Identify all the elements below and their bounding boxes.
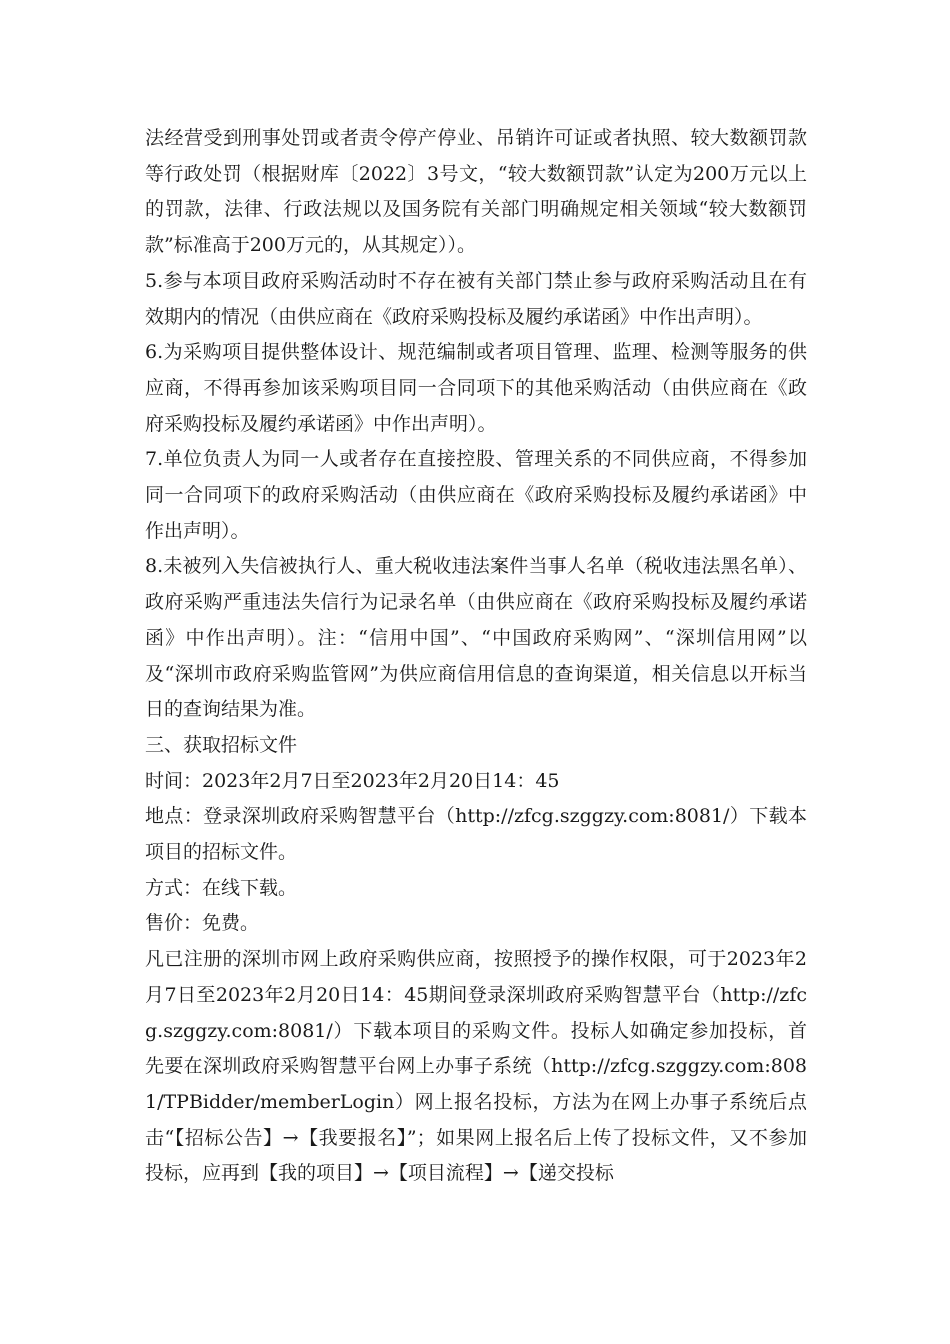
document-body [145,121,807,1192]
paragraph-registration-instructions: 凡已注册的深圳市网上政府采购供应商，按照授予的操作权限，可于2023年2月7日至2023年2月20日14：45期间登录深圳政府采购智慧平台（http://zfcg.szggzy.com:8081/）下载本项目的采购文件。投标人如确定参加投标，首先要在深圳政府采购智慧平台网上办事子系统（http://zfcg.szggzy.com:8081/TPBidder/memberLogin）网上报名投标，方法为在网上办事子系统后点击“【招标公告】→【我要报名】”；如果网上报名后上传了投标文件，又不参加投标，应再到【我的项目】→【项目流程】→【递交投标 [145,948,807,1185]
paragraph-location: 地点：登录深圳政府采购智慧平台（http://zfcg.szggzy.com:8081/）下载本项目的招标文件。 [145,805,807,864]
paragraph-price: 售价：免费。 [145,912,260,935]
paragraph-item-8: 8.未被列入失信被执行人、重大税收违法案件当事人名单（税收违法黑名单）、政府采购严重违法失信行为记录名单（由供应商在《政府采购投标及履约承诺函》中作出声明）。注：“信用中国”、“中国政府采购网”、“深圳信用网”以及“深圳市政府采购监管网”为供应商信用信息的查询渠道，相关信息以开标当日的查询结果为准。 [145,555,807,721]
paragraph-item-6: 6.为采购项目提供整体设计、规范编制或者项目管理、监理、检测等服务的供应商，不得再参加该采购项目同一合同项下的其他采购活动（由供应商在《政府采购投标及履约承诺函》中作出声明）。 [145,341,807,435]
paragraph-method: 方式：在线下载。 [145,876,298,899]
paragraph-item-7: 7.单位负责人为同一人或者存在直接控股、管理关系的不同供应商，不得参加同一合同项下的政府采购活动（由供应商在《政府采购投标及履约承诺函》中作出声明）。 [145,448,807,542]
paragraph-continuation: 法经营受到刑事处罚或者责令停产停业、吊销许可证或者执照、较大数额罚款等行政处罚（根据财库〔2022〕3号文，“较大数额罚款”认定为200万元以上的罚款，法律、行政法规以及国务院有关部门明确规定相关领域“较大数额罚款”标准高于200万元的，从其规定））。 [145,127,807,257]
section-heading: 三、获取招标文件 [145,733,298,756]
paragraph-item-5: 5.参与本项目政府采购活动时不存在被有关部门禁止参与政府采购活动且在有效期内的情况（由供应商在《政府采购投标及履约承诺函》中作出声明）。 [145,269,807,328]
paragraph-time: 时间：2023年2月7日至2023年2月20日14：45 [145,769,560,792]
